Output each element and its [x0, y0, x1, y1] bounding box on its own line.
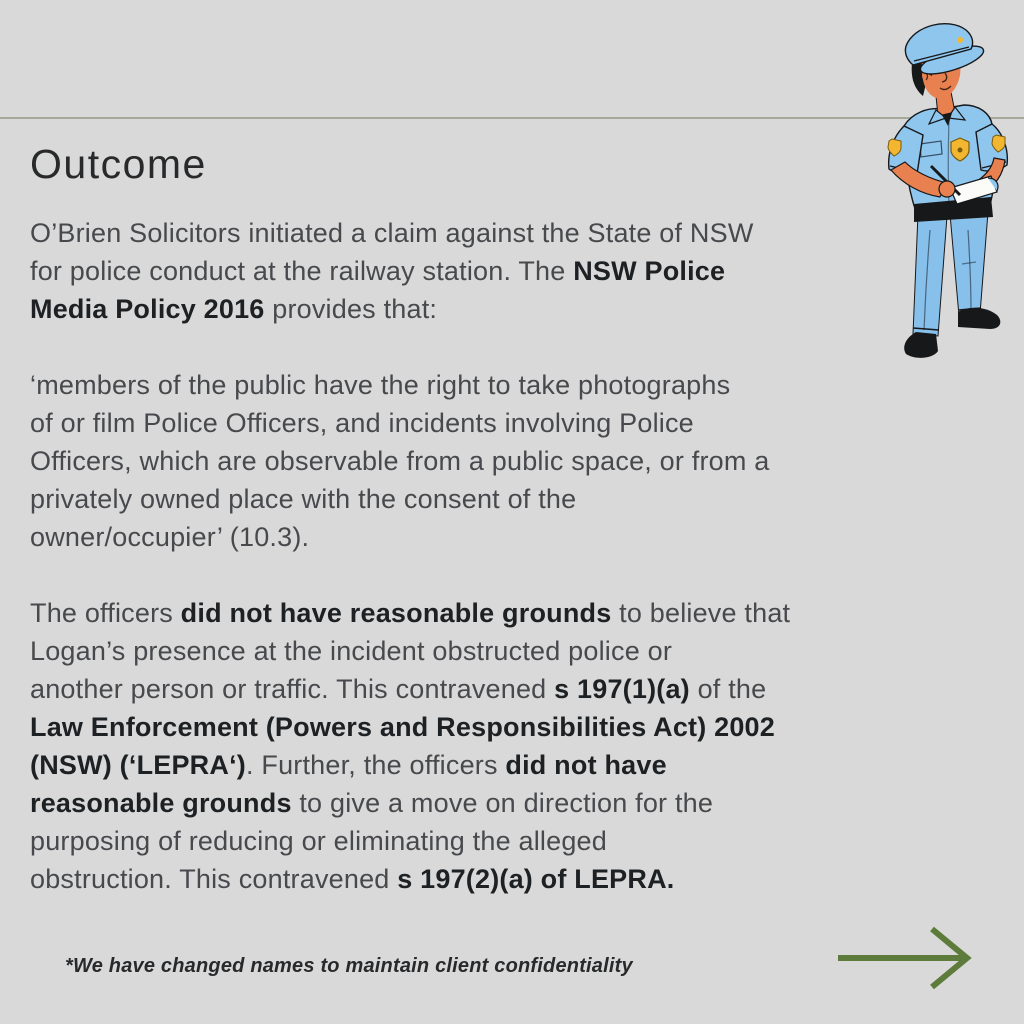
text-line [30, 594, 915, 632]
bold-text: did not have reasonable grounds [180, 598, 612, 628]
body-paragraphs [30, 214, 915, 898]
text-line [30, 480, 915, 518]
paragraph [30, 594, 915, 898]
bold-text: s 197(2)(a) of LEPRA. [397, 864, 675, 894]
regular-text: O’Brien Solicitors initiated a claim against the State of NSW [30, 218, 754, 248]
text-line [30, 822, 915, 860]
regular-text: another person or traffic. This contravened [30, 674, 555, 704]
bold-text: Media Policy 2016 [30, 294, 265, 324]
text-line [30, 252, 915, 290]
regular-text: Officers, which are observable from a public space, or from a [30, 446, 770, 476]
text-line [30, 290, 915, 328]
confidentiality-footnote: *We have changed names to maintain client confidentiality [65, 955, 633, 977]
regular-text: . Further, the officers [245, 750, 506, 780]
bold-text: s 197(1)(a) [554, 674, 690, 704]
regular-text: Logan’s presence at the incident obstructed police or [30, 636, 673, 666]
regular-text: of or film Police Officers, and incidents involving Police [30, 408, 694, 438]
text-line [30, 404, 915, 442]
regular-text: ‘members of the public have the right to take photographs [30, 370, 731, 400]
bold-text: reasonable grounds [30, 788, 292, 818]
text-line [30, 518, 915, 556]
main-content [30, 140, 915, 898]
bold-text: Law Enforcement (Powers and Responsibilities Act) 2002 [30, 712, 775, 742]
regular-text: to give a move on direction for the [291, 788, 714, 818]
regular-text: obstruction. This contravened [30, 864, 398, 894]
page-title: Outcome [30, 141, 207, 187]
text-line [30, 784, 915, 822]
text-line [30, 746, 915, 784]
paragraph [30, 366, 915, 556]
text-line [30, 442, 915, 480]
bold-text: (NSW) (‘LEPRA‘) [30, 750, 246, 780]
regular-text: provides that: [264, 294, 438, 324]
police-officer-illustration [870, 18, 1010, 358]
regular-text: for police conduct at the railway station. The [30, 256, 574, 286]
regular-text: to believe that [611, 598, 791, 628]
text-line [30, 860, 915, 898]
text-line [30, 214, 915, 252]
text-line [30, 632, 915, 670]
text-line [30, 366, 915, 404]
text-line [30, 670, 915, 708]
next-arrow-icon[interactable] [834, 920, 984, 990]
regular-text: owner/occupier’ (10.3). [30, 522, 310, 552]
regular-text: purposing of reducing or eliminating the alleged [30, 826, 607, 856]
regular-text: of the [689, 674, 767, 704]
paragraph [30, 214, 915, 328]
bold-text: did not have [505, 750, 667, 780]
bold-text: NSW Police [573, 256, 726, 286]
regular-text: privately owned place with the consent of the [30, 484, 577, 514]
text-line [30, 708, 915, 746]
regular-text: The officers [30, 598, 181, 628]
